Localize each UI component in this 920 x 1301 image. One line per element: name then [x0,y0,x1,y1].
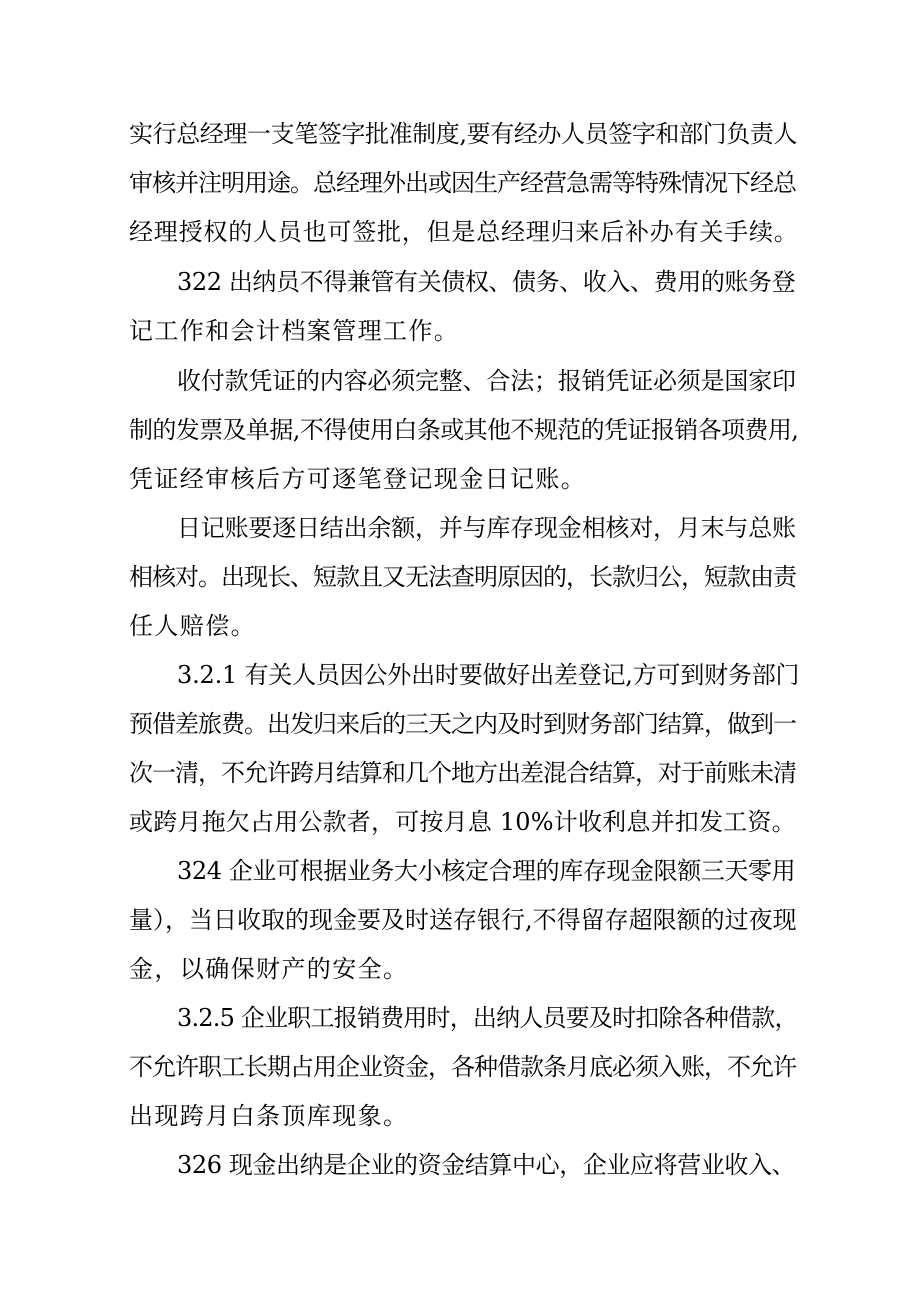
text-line: 不允许职工长期占用企业资金，各种借款条月底必须入账，不允许 [129,1053,796,1081]
text-line: 或跨月拖欠占用公款者，可按月息 10%计收利息并扣发工资。 [129,808,796,836]
text-line: 出现跨月白条顶库现象。 [129,1102,409,1130]
text-line: 金，以确保财产的安全。 [129,955,409,983]
text-line: 相核对。出现长、短款且又无法查明原因的，长款归公，短款由责 [129,563,796,591]
text-line: 3.2.5 企业职工报销费用时，出纳人员要及时扣除各种借款， [177,1004,798,1032]
text-line: 3.2.1 有关人员因公外出时要做好出差登记,方可到财务部门 [177,661,800,689]
text-line: 经理授权的人员也可签批，但是总经理归来后补办有关手续。 [129,218,799,246]
text-line: 日记账要逐日结出余额，并与库存现金相核对，月末与总账 [177,514,796,542]
text-line: 326 现金出纳是企业的资金结算中心，企业应将营业收入、 [177,1151,796,1179]
text-line: 322 出纳员不得兼管有关债权、债务、收入、费用的账务登 [177,268,796,296]
text-line: 制的发票及单据,不得使用白条或其他不规范的凭证报销各项费用, [129,416,799,444]
text-line: 收付款凭证的内容必须完整、合法；报销凭证必须是国家印 [177,367,796,395]
text-line: 实行总经理一支笔签字批准制度,要有经办人员签字和部门负责人 [129,120,798,148]
text-line: 审核并注明用途。总经理外出或因生产经营急需等特殊情况下经总 [129,169,796,197]
text-line: 凭证经审核后方可逐笔登记现金日记账。 [129,465,587,493]
text-line: 记工作和会计档案管理工作。 [129,317,460,345]
text-line: 量），当日收取的现金要及时送存银行,不得留存超限额的过夜现 [129,906,797,934]
text-line: 任人赔偿。 [129,612,256,640]
text-line: 次一清，不允许跨月结算和几个地方出差混合结算，对于前账未清 [129,759,796,787]
text-line: 预借差旅费。出发归来后的三天之内及时到财务部门结算，做到一 [129,710,796,738]
text-line: 324 企业可根据业务大小核定合理的库存现金限额三天零用 [177,857,796,885]
